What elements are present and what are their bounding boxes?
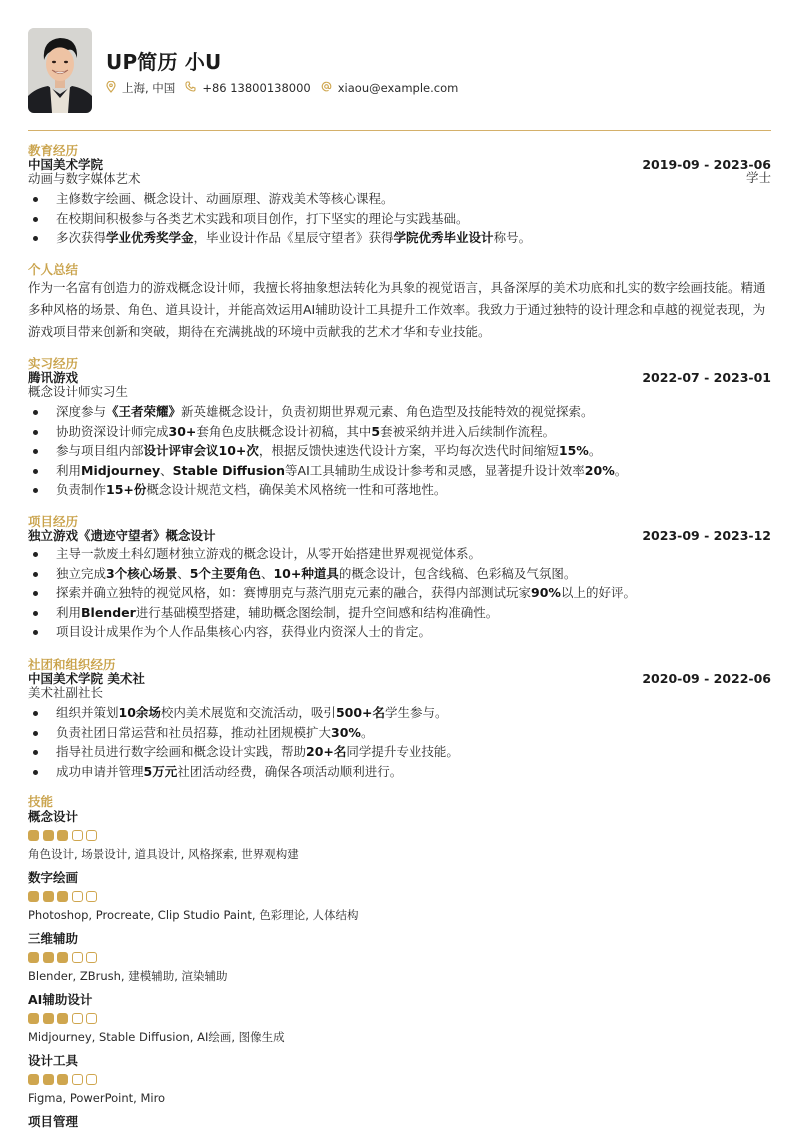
contact-info: [106, 80, 468, 96]
list-item: [28, 603, 771, 623]
section-internship: [28, 357, 771, 500]
skill-description: Photoshop, Procreate, Clip Studio Paint, 色彩理论, 人体结构: [28, 908, 359, 922]
org-role: 美术社副社长: [28, 685, 104, 700]
bullet-text: 主修数字绘画、概念设计、动画原理、游戏美术等核心课程。: [56, 191, 394, 206]
rating-dot-empty-icon: [72, 1074, 83, 1085]
list-item: [28, 441, 771, 461]
highlight-text: 10余场: [118, 705, 161, 720]
degree: 学士: [745, 170, 771, 185]
bullet-list: [28, 189, 771, 248]
skill-item: [28, 1053, 771, 1105]
location-text: 上海, 中国: [122, 81, 176, 95]
bullet-text: 新英雄概念设计，负责初期世界观元素、角色造型及技能特效的视觉探索。: [181, 404, 594, 419]
bullet-text: 负责社团日常运营和社员招募，推动社团规模扩大: [56, 724, 332, 740]
bullet-text: ，毕业设计作品《星辰守望者》获得: [193, 230, 394, 245]
list-item: [28, 209, 771, 229]
rating-dot-empty-icon: [86, 1074, 97, 1085]
bullet-text: 以上的好评。: [560, 585, 636, 600]
bullet-text: 成功申请并管理: [56, 763, 144, 779]
section-project: [28, 515, 771, 642]
skill-description: Figma, PowerPoint, Miro: [28, 1091, 166, 1105]
highlight-text: 3个核心场景: [106, 565, 178, 581]
highlight-text: 15%: [558, 443, 589, 458]
bullet-text: 主导一款废土科幻题材独立游戏的概念设计，从零开始搭建世界观视觉体系。: [56, 546, 482, 561]
bullet-text: 指导社员进行数字绘画和概念设计实践，帮助: [56, 744, 307, 759]
bullet-text: ，根据反馈快速迭代设计方案，平均每次迭代时间缩短: [258, 443, 559, 458]
section-title: 社团和组织经历: [28, 657, 116, 672]
section-summary: [28, 263, 771, 343]
date-range: 2022-07 - 2023-01: [642, 370, 771, 385]
skills-list: [28, 809, 771, 1130]
list-item: [28, 422, 771, 442]
bullet-text: 、: [177, 565, 190, 581]
bullet-text: 协助资深设计师完成: [56, 423, 169, 439]
skill-item: [28, 870, 771, 922]
section-title: 教育经历: [28, 143, 79, 158]
highlight-text: 设计评审会议10+次: [143, 443, 259, 458]
section-club: [28, 658, 771, 781]
bullet-text: 利用: [56, 462, 82, 478]
bullet-text: 组织并策划: [56, 705, 119, 720]
bullet-text: 的概念设计，包含线稿、色彩稿及气氛图。: [338, 565, 577, 581]
location-pin-icon: [106, 81, 122, 96]
highlight-text: Stable Diffusion: [172, 462, 286, 478]
rating-dot-filled-icon: [43, 891, 54, 902]
bullet-text: 负责制作: [56, 482, 107, 497]
bullet-list: [28, 402, 771, 500]
bullet-text: 项目设计成果作为个人作品集核心内容，获得业内资深人士的肯定。: [56, 624, 432, 639]
list-item: [28, 544, 771, 564]
bullet-text: 在校期间积极参与各类艺术实践和项目创作，打下坚实的理论与实践基础。: [56, 210, 469, 226]
section-title: 项目经历: [28, 514, 79, 529]
skill-name: 三维辅助: [28, 931, 79, 946]
bullet-text: 校内美术展览和交流活动，吸引: [160, 705, 336, 720]
rating-dot-filled-icon: [28, 891, 39, 902]
highlight-text: Blender: [81, 604, 136, 620]
candidate-name: UP简历 小U: [106, 50, 222, 74]
list-item: [28, 461, 771, 481]
skill-item: [28, 809, 771, 861]
rating-dot-filled-icon: [28, 830, 39, 841]
bullet-text: 。: [588, 443, 602, 458]
highlight-text: 学院优秀毕业设计: [393, 230, 494, 245]
bullet-text: 社团活动经费，确保各项活动顺利进行。: [177, 763, 403, 779]
list-item: [28, 742, 771, 762]
rating-dot-filled-icon: [28, 1074, 39, 1085]
bullet-text: 学生参与。: [385, 705, 448, 720]
bullet-text: 、: [160, 462, 173, 478]
skill-description: Midjourney, Stable Diffusion, AI绘画, 图像生成: [28, 1030, 285, 1044]
bullet-text: 同学提升专业技能。: [346, 744, 459, 759]
skill-name: 概念设计: [28, 809, 79, 824]
highlight-text: 30%: [331, 724, 361, 740]
skill-item: [28, 992, 771, 1044]
bullet-list: [28, 544, 771, 642]
list-item: [28, 480, 771, 500]
rating-dot-empty-icon: [86, 830, 97, 841]
entry-header: [28, 529, 771, 543]
list-item: [28, 228, 771, 248]
rating-dot-filled-icon: [43, 1013, 54, 1024]
highlight-text: 90%: [531, 585, 561, 600]
summary-text: 作为一名富有创造力的游戏概念设计师，我擅长将抽象想法转化为具象的视觉语言，具备深厚的美术功底和扎实的数字绘画技能。精通多种风格的场景、角色、道具设计，并能高效运用AI辅助设计工具提升工作效率。我致力于通过独特的设计理念和卓越的视觉表现，为游戏项目带来创新和突破，期待在充满挑战的环境中贡献我的艺术才华和专业技能。: [28, 280, 766, 339]
resume-page: [28, 0, 771, 1129]
highlight-text: 15+份: [106, 482, 147, 497]
email-text[interactable]: xiaou@example.com: [337, 81, 459, 95]
list-item: [28, 564, 771, 584]
rating-dot-empty-icon: [86, 891, 97, 902]
skill-name: 数字绘画: [28, 870, 79, 885]
rating-dot-empty-icon: [72, 830, 83, 841]
list-item: [28, 402, 771, 422]
phone-text: +86 13800138000: [202, 81, 311, 95]
skill-name: AI辅助设计: [28, 992, 93, 1007]
list-item: [28, 703, 771, 723]
rating-dot-filled-icon: [57, 1013, 68, 1024]
highlight-text: 500+名: [335, 705, 386, 720]
company-name: 腾讯游戏: [28, 370, 79, 385]
bullet-text: 。: [360, 724, 374, 740]
bullet-text: 进行基础模型搭建，辅助概念图绘制，提升空间感和结构准确性。: [135, 604, 499, 620]
bullet-text: 利用: [56, 604, 82, 620]
skill-description: Blender, ZBrush, 建模辅助, 渲染辅助: [28, 969, 228, 983]
rating-dot-filled-icon: [43, 830, 54, 841]
highlight-text: 5个主要角色: [189, 565, 261, 581]
section-education: [28, 144, 771, 248]
rating-dot-filled-icon: [57, 1074, 68, 1085]
rating-dot-filled-icon: [43, 1074, 54, 1085]
rating-dot-empty-icon: [72, 891, 83, 902]
section-skills: [28, 795, 771, 1130]
list-item: [28, 583, 771, 603]
date-range: 2020-09 - 2022-06: [642, 671, 771, 686]
highlight-text: 20%: [584, 462, 615, 478]
bullet-text: 称号。: [493, 230, 532, 245]
list-item: [28, 189, 771, 209]
org-name: 中国美术学院 美术社: [28, 671, 145, 686]
highlight-text: 10+种道具: [273, 565, 339, 581]
project-name: 独立游戏《遗迹守望者》概念设计: [28, 528, 216, 543]
contact-email: [321, 81, 459, 95]
rating-dot-empty-icon: [72, 1013, 83, 1024]
skill-item: [28, 931, 771, 983]
highlight-text: 5万元: [143, 763, 178, 779]
rating-dot-empty-icon: [86, 1013, 97, 1024]
highlight-text: 20+名: [306, 744, 347, 759]
contact-phone: [185, 81, 310, 95]
contact-location: [106, 80, 175, 96]
bullet-text: 套被采纳并进入后续制作流程。: [380, 423, 556, 439]
skill-name: 设计工具: [28, 1053, 79, 1068]
rating-dot-filled-icon: [28, 1013, 39, 1024]
entry-header: [28, 158, 771, 186]
list-item: [28, 622, 771, 642]
skill-rating: [28, 830, 771, 841]
rating-dot-filled-icon: [57, 830, 68, 841]
bullet-text: 。: [614, 462, 628, 478]
highlight-text: Midjourney: [81, 462, 161, 478]
profile-photo: [28, 28, 92, 113]
rating-dot-filled-icon: [43, 952, 54, 963]
section-title: 实习经历: [28, 356, 79, 371]
resume-header: [28, 0, 771, 128]
bullet-text: 等AI工具辅助生成设计参考和灵感，显著提升设计效率: [285, 462, 585, 478]
section-title: 技能: [28, 794, 54, 809]
bullet-text: 多次获得: [56, 230, 107, 245]
skill-rating: [28, 891, 771, 902]
bullet-text: 概念设计规范文档，确保美术风格统一性和可落地性。: [146, 482, 447, 497]
date-range: 2023-09 - 2023-12: [642, 528, 771, 543]
bullet-text: 参与项目组内部: [56, 443, 144, 458]
bullet-text: 深度参与: [56, 404, 107, 419]
bullet-text: 探索并确立独特的视觉风格，如：赛博朋克与蒸汽朋克元素的融合，获得内部测试玩家: [56, 585, 532, 600]
bullet-text: 、: [260, 565, 274, 581]
date-range: 2019-09 - 2023-06: [642, 157, 771, 172]
highlight-text: 30+: [168, 423, 197, 439]
rating-dot-filled-icon: [57, 952, 68, 963]
job-role: 概念设计师实习生: [28, 384, 129, 399]
entry-header: [28, 672, 771, 700]
list-item: [28, 762, 771, 782]
bullet-text: 独立完成: [56, 565, 107, 581]
skill-rating: [28, 1013, 771, 1024]
at-icon: [321, 81, 338, 95]
section-title: 个人总结: [28, 262, 79, 277]
highlight-text: 5: [371, 423, 381, 439]
major: 动画与数字媒体艺术: [28, 171, 141, 186]
entry-header: [28, 371, 771, 399]
skill-description: 角色设计, 场景设计, 道具设计, 风格探索, 世界观构建: [28, 847, 299, 861]
skill-name: 项目管理: [28, 1114, 79, 1129]
rating-dot-filled-icon: [57, 891, 68, 902]
phone-icon: [185, 81, 202, 95]
highlight-text: 学业优秀奖学金: [106, 230, 194, 245]
rating-dot-empty-icon: [72, 952, 83, 963]
list-item: [28, 723, 771, 743]
school-name: 中国美术学院: [28, 157, 104, 172]
skill-item: [28, 1114, 771, 1130]
header-divider: [28, 130, 771, 131]
rating-dot-filled-icon: [28, 952, 39, 963]
skill-rating: [28, 1074, 771, 1085]
bullet-list: [28, 703, 771, 781]
highlight-text: 《王者荣耀》: [106, 404, 182, 419]
skill-rating: [28, 952, 771, 963]
bullet-text: 套角色皮肤概念设计初稿，其中: [196, 423, 372, 439]
rating-dot-empty-icon: [86, 952, 97, 963]
